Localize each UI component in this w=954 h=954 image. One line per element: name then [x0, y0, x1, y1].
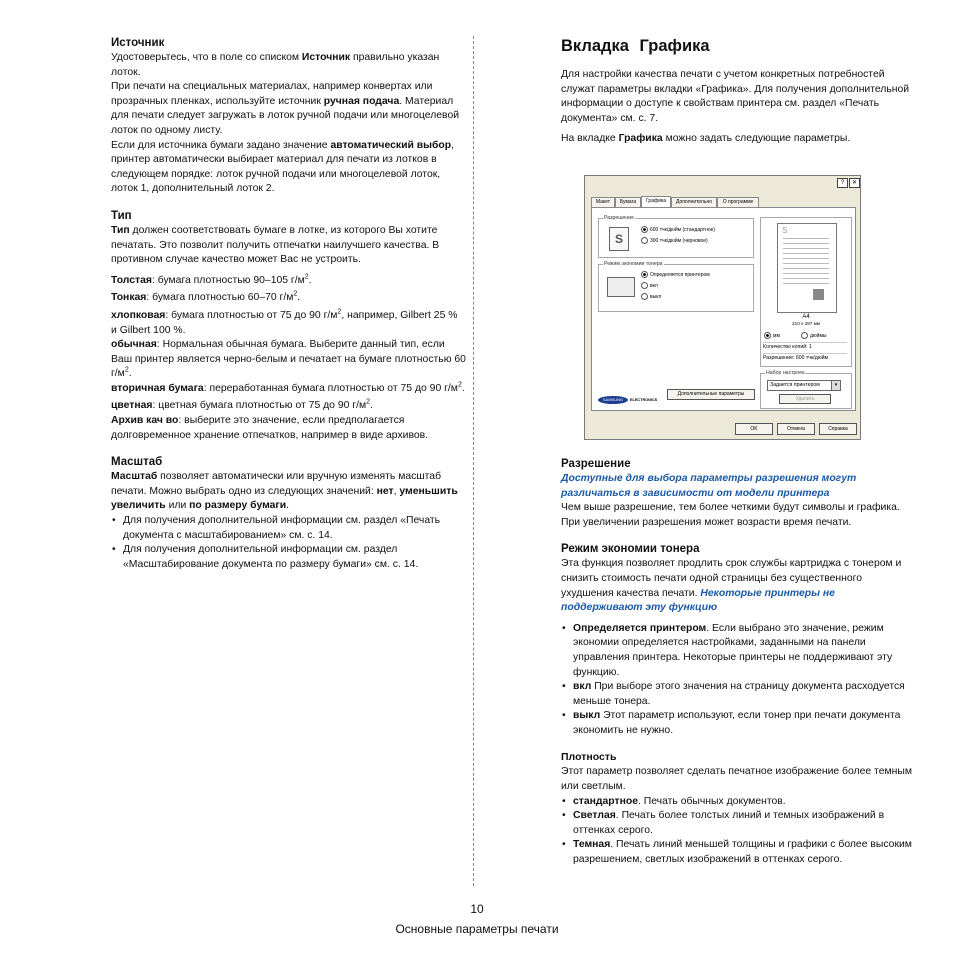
toner-group-label: Режим экономии тонера [604, 261, 663, 267]
list-item: • Определяется принтером. Если выбрано это значение, режим экономии определяется настройками, заданными на панели управления принтера. Некоторые принтеры не поддерживают эту функцию. [573, 622, 916, 680]
source-p1: Удостоверьтесь, что в поле со списком Источник правильно указан лоток. [111, 52, 440, 78]
presets-group-label: Набор настроек [766, 370, 805, 376]
copies-info: Количество копий: 1 [763, 342, 847, 350]
resolution-300-radio[interactable]: 300 тчк/дюйм (черновое) [641, 237, 708, 244]
paper-dimensions: 210 x 297 мм [792, 321, 820, 326]
page-title: Вкладка Графика [561, 37, 710, 55]
list-item: • Для получения дополнительной информации см. раздел «Печать документа с масштабированием» см. с. 14. [123, 514, 466, 543]
resolution-icon: S [609, 227, 629, 251]
type-color: цветная: цветная бумага плотностью от 75 до 90 $г/м^2$. [111, 399, 373, 412]
density-bullets [561, 795, 916, 868]
unit-mm-radio[interactable]: мм [764, 332, 780, 339]
printer-icon [607, 277, 635, 297]
resolution-600-radio[interactable]: 600 тчк/дюйм (стандартное) [641, 226, 715, 233]
intro-p1: Для настройки качества печати с учетом конкретных потребностей служат параметры вкладки «Графика». Для получения дополнительной информации о доступе к свойствам принтера см. раздел «Печать документа» см. с. 7. [561, 69, 910, 124]
scale-p1: Масштаб позволяет автоматически или вручную изменять масштаб печати. Можно выбрать одно из следующих значений: нет, уменьшить увеличить или по размеру бумаги. [111, 471, 458, 512]
resolution-note: Доступные для выбора параметры разрешения могут различаться в зависимости от модели принтера [561, 472, 857, 499]
list-item: • Светлая. Печать более толстых линий и темных изображений в оттенках серого. [573, 809, 916, 838]
paper-size: A4 [802, 314, 810, 320]
image-placeholder [813, 289, 824, 300]
toner-off-radio[interactable]: выкл [641, 293, 661, 300]
tab-about[interactable]: О программе [717, 197, 759, 208]
tab-graphics[interactable]: Графика [641, 196, 671, 207]
toner-on-radio[interactable]: вкл [641, 282, 658, 289]
type-thin: Тонкая: бумага плотностью 60–70 $г/м^2$. [111, 290, 301, 304]
resolution-info: Разрешение: 600 тчк/дюйм [763, 353, 847, 361]
list-item: • выкл Этот параметр используют, если тонер при печати документа экономить не нужно. [573, 709, 916, 738]
left-column [111, 36, 466, 572]
type-plain: обычная: Нормальная обычная бумага. Выберите данный тип, если Ваш принтер является черно-белым и печатает на бумаге плотностью 60 $г/м^2$. [111, 339, 466, 380]
density-text: Этот параметр позволяет сделать печатное изображение более темным или светлым. [561, 766, 912, 793]
tab-advanced[interactable]: Дополнительно [671, 197, 717, 208]
toner-heading: Режим экономии тонера [561, 543, 700, 556]
scale-bullets [111, 514, 466, 572]
tab-paper[interactable]: Бумага [615, 197, 641, 208]
samsung-logo: SAMSUNG ELECTRONICS [598, 396, 642, 407]
intro-p2: На вкладке Графика можно задать следующие параметры. [561, 133, 851, 145]
presets-group [760, 370, 852, 409]
type-recycled: вторичная бумага: переработанная бумага плотностью от 75 до 90 $г/м^2$. [111, 381, 465, 394]
footer-title: Основные параметры печати [395, 922, 559, 936]
resolution-heading: Разрешение [561, 457, 631, 470]
type-archive: Архив кач во: выберите это значение, если предполагается долговременное хранение отпечатков, например в виде архивов. [111, 415, 429, 441]
type-heading: Тип [111, 209, 132, 222]
source-heading: Источник [111, 37, 165, 49]
advanced-options-button[interactable]: Дополнительные параметры [667, 389, 755, 400]
delete-button[interactable]: Удалить [779, 394, 831, 404]
resolution-group [598, 215, 754, 258]
type-cotton: хлопковая: бумага плотностью от 75 до 90 $г/м^2$, например, Gilbert 25 % и Gilbert 100 %. [111, 308, 458, 336]
list-item: • стандартное. Печать обычных документов. [573, 795, 916, 810]
printer-properties-dialog [584, 175, 861, 440]
resolution-text: Чем выше разрешение, тем более четкими будут символы и графика. При увеличении разрешения может возрасти время печати. [561, 502, 900, 528]
tab-layout[interactable]: Макет [591, 197, 615, 208]
list-item: • Темная. Печать линий меньшей толщины и графики с более высоким разрешением, светлых изображений в оттенках серого. [573, 838, 916, 867]
help-button[interactable]: Справка [819, 423, 857, 435]
ok-button[interactable]: OK [735, 423, 773, 435]
paper-preview [777, 223, 837, 313]
cancel-button[interactable]: Отмена [777, 423, 815, 435]
type-thick: Толстая: бумага плотностью 90–105 $г/м^2$. [111, 273, 312, 286]
toner-printer-radio[interactable]: Определяется принтером [641, 271, 710, 278]
source-p3: Если для источника бумаги задано значение автоматический выбор, принтер автоматически выбирает материал для печати из лотков в следующем порядке: лоток ручной подачи или многоцелевой лоток, лоток 1, дополнительный лоток 2. [111, 139, 455, 195]
preview-letter: S [782, 226, 788, 235]
source-p2: При печати на специальных материалах, например конвертах или прозрачных пленках, используйте источник ручная подача. Материал для печати следует загружать в лоток ручной подачи или многоцелевой лоток по одному листу. [111, 81, 460, 136]
page-preview [760, 217, 852, 367]
toner-text: Эта функция позволяет продлить срок службы картриджа с тонером и снизить стоимость печати одной страницы без существенного ухудшения качества печати. Некоторые принтеры не поддерживают эту функцию [561, 558, 902, 614]
toner-bullets [561, 622, 916, 739]
scale-heading: Масштаб [111, 456, 163, 469]
density-heading: Плотность [561, 751, 617, 764]
unit-inch-radio[interactable]: дюймы [801, 332, 827, 339]
list-item: • вкл При выборе этого значения на страницу документа расходуется меньше тонера. [573, 680, 916, 709]
close-title-button[interactable]: ✕ [849, 178, 860, 188]
resolution-group-label: Разрешение [604, 215, 634, 221]
dialog-titlebar [585, 176, 860, 188]
graphics-panel [591, 207, 856, 411]
column-divider [473, 36, 474, 886]
presets-select[interactable]: Задается принтером ▾ [767, 380, 841, 391]
page-number: 10 [470, 902, 484, 916]
right-column [561, 36, 916, 868]
list-item: • Для получения дополнительной информации см. раздел «Масштабирование документа по размеру бумаги» см. с. 14. [123, 543, 466, 572]
chevron-down-icon: ▾ [831, 381, 840, 390]
help-title-button[interactable]: ? [837, 178, 848, 188]
toner-save-group [598, 261, 754, 312]
type-p1: Тип должен соответствовать бумаге в лотке, из которого Вы хотите печатать. Это позволит получить отпечатки наилучшего качества. В противном случае качество может Вас не устроить. [111, 224, 440, 266]
